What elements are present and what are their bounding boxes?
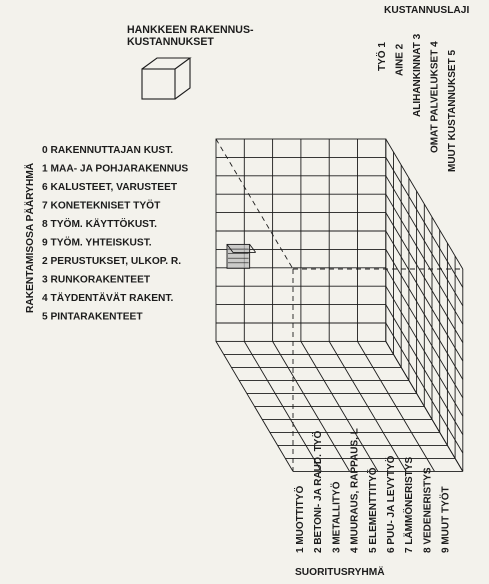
axis-label-work-group: SUORITUSRYHMÄ xyxy=(295,567,385,578)
work-group-label: 9 MUUT TYÖT xyxy=(440,486,452,553)
total-cost-cube-icon xyxy=(142,58,190,99)
cost-type-label: ALIHANKINNAT 3 xyxy=(412,33,423,117)
row-label: 8 TYÖM. KÄYTTÖKUST. xyxy=(42,219,157,230)
row-label: 1 MAA- JA POHJARAKENNUS xyxy=(42,163,189,175)
axis-label-cost-type: KUSTANNUSLAJI xyxy=(384,5,470,16)
work-group-label: 7 LÄMMÖNERISTYS xyxy=(404,456,416,553)
work-group-label: 8 VEDENERISTYS xyxy=(422,467,434,553)
cost-type-label: OMAT PALVELUKSET 4 xyxy=(429,41,441,153)
row-label: 4 TÄYDENTÄVÄT RAKENT. xyxy=(42,293,174,304)
cost-type-labels xyxy=(375,33,458,172)
row-labels xyxy=(42,145,188,323)
overall-title-line-2: KUSTANNUKSET xyxy=(127,36,214,48)
work-group-label: 2 BETONI- JA RAUD. TYÖ xyxy=(313,430,325,553)
axis-label-building-part: RAKENTAMISOSA PÄÄRYHMÄ xyxy=(25,162,36,313)
overall-title-line-1: HANKKEEN RAKENNUS- xyxy=(127,24,254,36)
cost-matrix-cube xyxy=(216,139,463,471)
work-group-label: 3 METALLITYÖ xyxy=(331,481,343,553)
work-group-label: 5 ELEMENTTITYÖ xyxy=(367,467,379,553)
work-group-label: 6 PUU- JA LEVYTYÖ xyxy=(386,455,397,553)
work-group-labels xyxy=(293,428,452,553)
cost-type-label: TYÖ 1 xyxy=(377,42,388,71)
row-label: 2 PERUSTUKSET, ULKOP. R. xyxy=(42,256,182,267)
row-label: 5 PINTARAKENTEET xyxy=(42,311,143,323)
work-group-label: 4 MUURAUS, RAPPAUS, L xyxy=(349,428,361,553)
cost-type-label: AINE 2 xyxy=(394,43,406,76)
row-label: 0 RAKENNUTTAJAN KUST. xyxy=(42,145,174,156)
highlighted-cell-edge xyxy=(250,244,256,252)
cost-type-label: MUUT KUSTANNUKSET 5 xyxy=(447,49,458,172)
work-group-label: 1 MUOTTITYÖ xyxy=(295,485,306,553)
row-label: 3 RUNKORAKENTEET xyxy=(42,274,151,286)
row-label: 9 TYÖM. YHTEISKUST. xyxy=(42,237,152,249)
row-label: 6 KALUSTEET, VARUSTEET xyxy=(42,182,178,193)
highlighted-cell-cube xyxy=(227,244,250,268)
row-label: 7 KONETEKNISET TYÖT xyxy=(42,200,161,212)
